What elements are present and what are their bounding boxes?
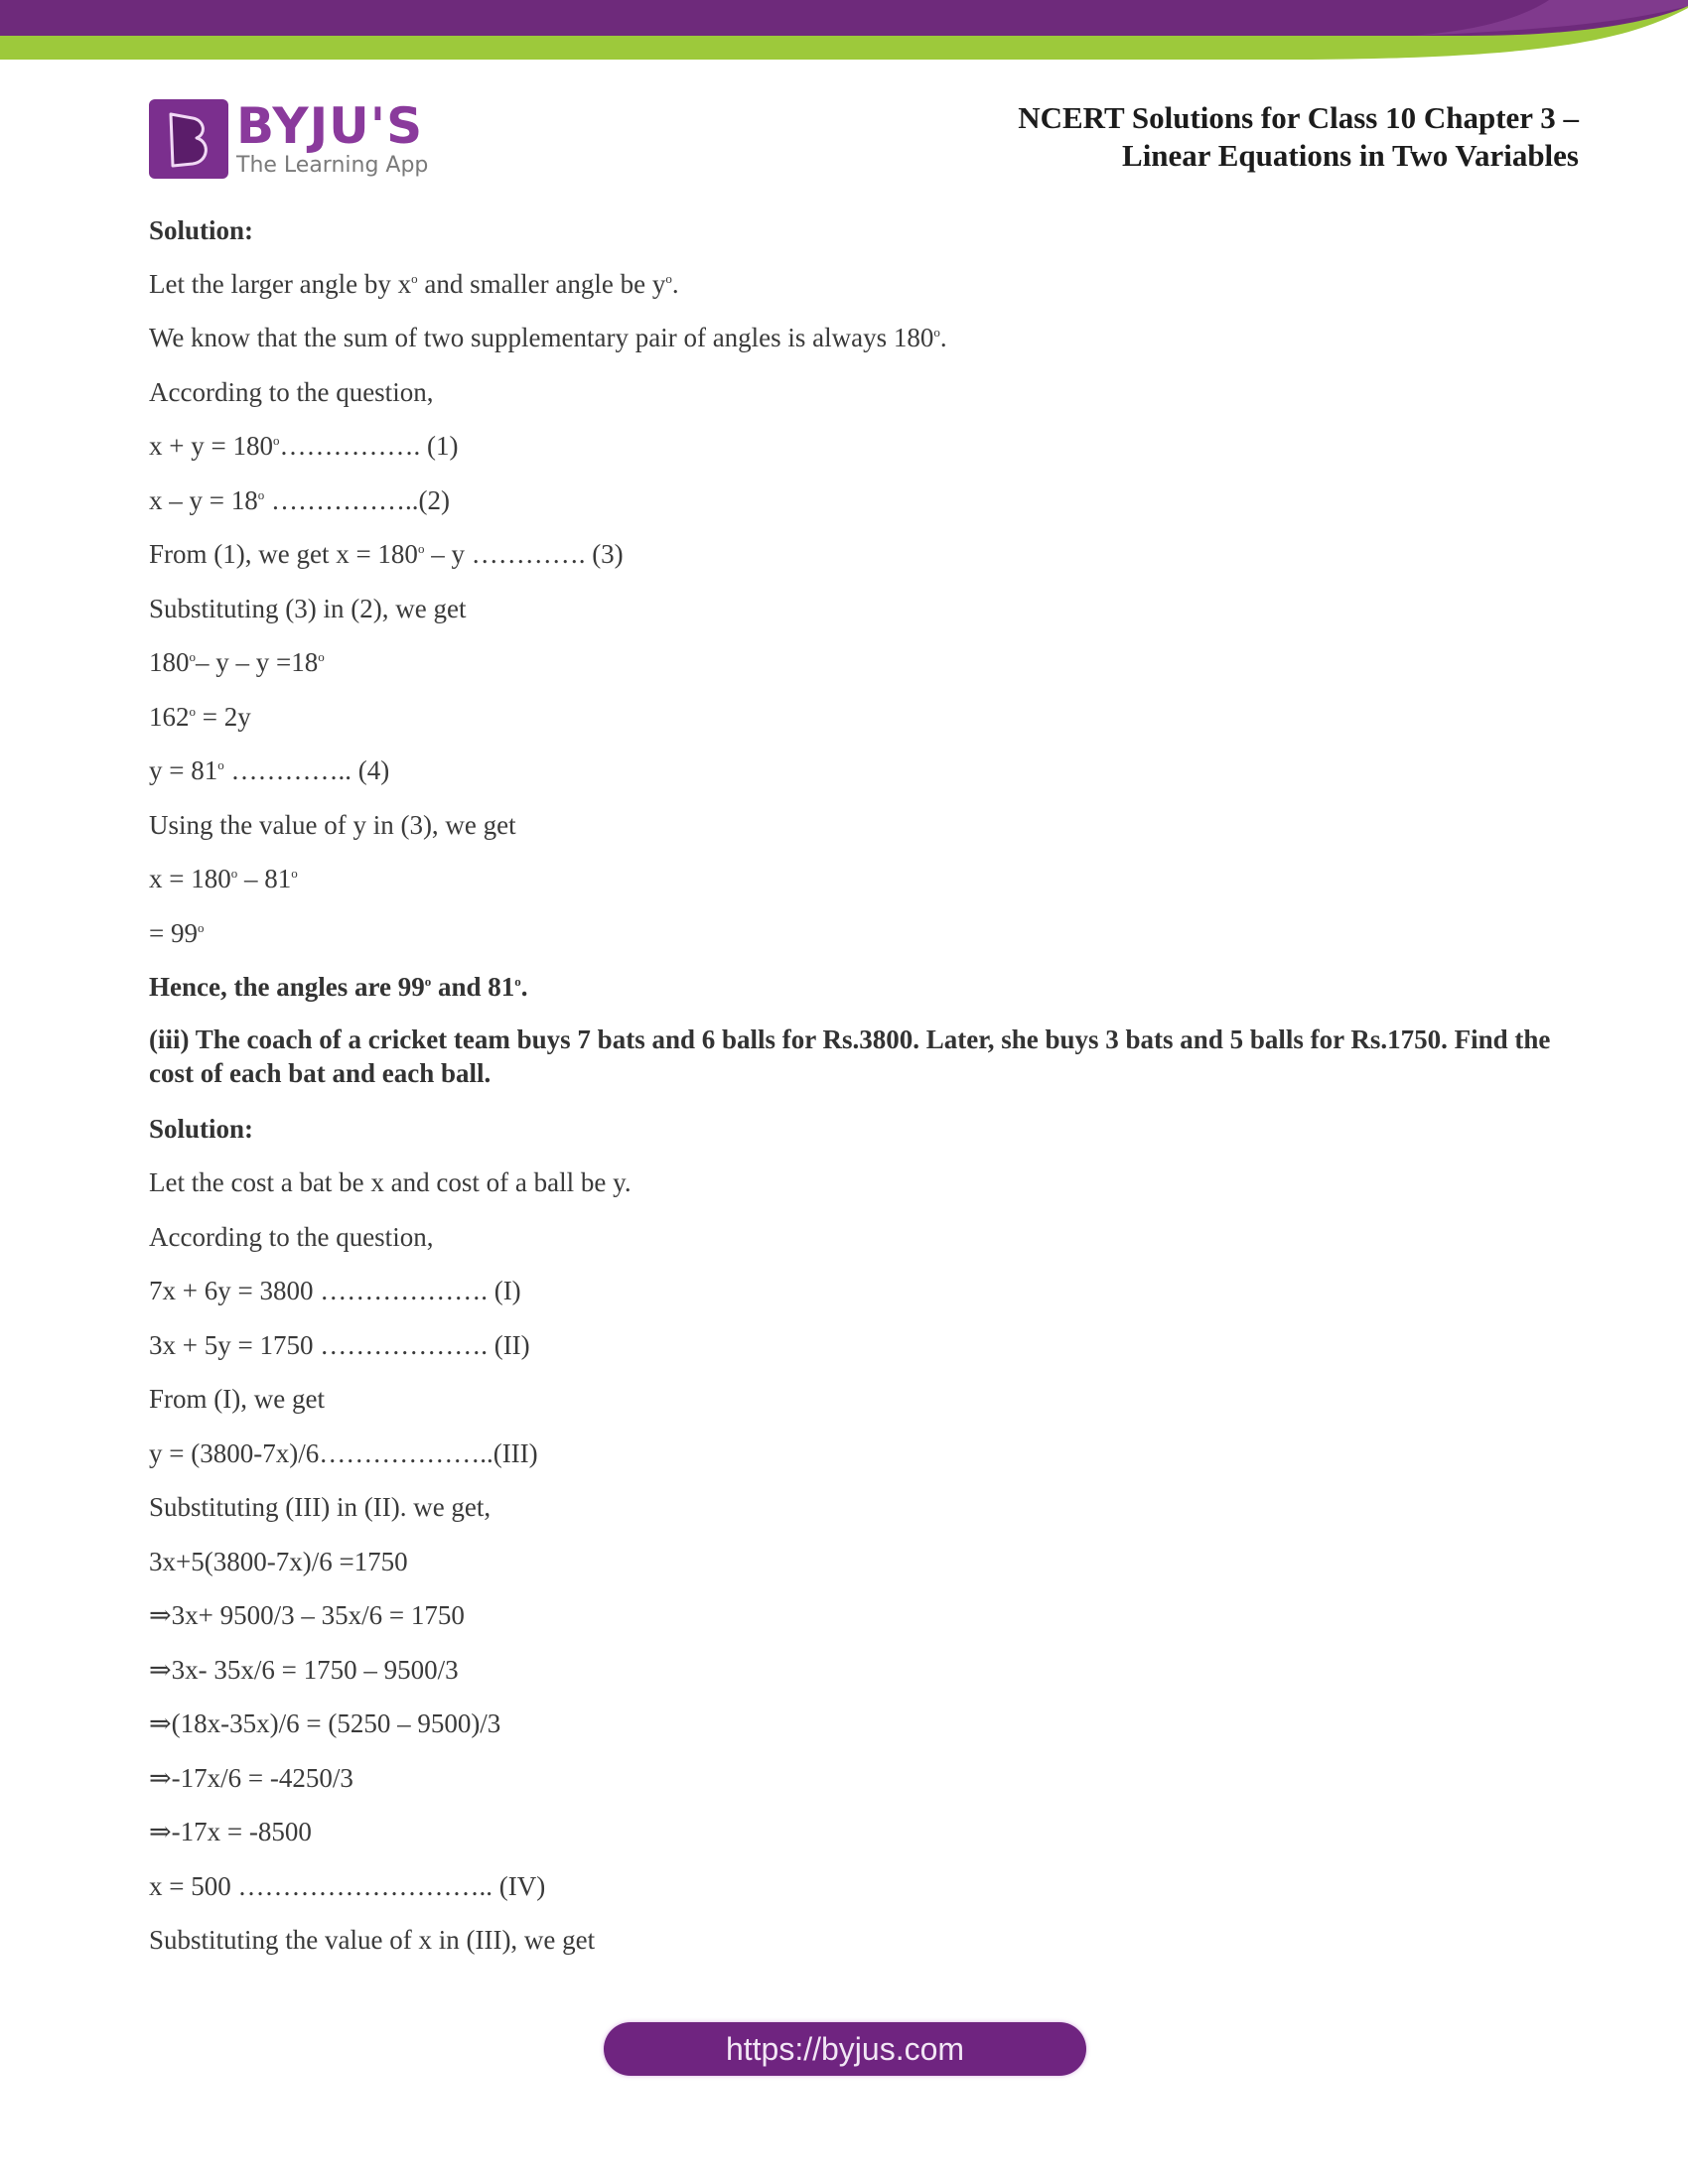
equation-line: $y = 81^o$ ………….. (4): [149, 755, 390, 785]
text-line: Let the larger angle by $x^o$ and smaller angle be $y^o$.: [149, 269, 679, 299]
title-line-1: NCERT Solutions for Class 10 Chapter 3 –: [1018, 100, 1579, 135]
equation-line: $x - y = 18^o$ ……………..(2): [149, 485, 450, 515]
equation-line: y = (3800-7x)/6………………..(III): [149, 1438, 538, 1468]
document-title: [1018, 99, 1579, 175]
equation-line: From (1), we get $x = 180^o - y$ …………. (3): [149, 539, 624, 569]
title-line-2: Linear Equations in Two Variables: [1122, 138, 1579, 173]
top-banner-decoration: [0, 0, 1688, 69]
logo-brand-text: BYJU'S: [236, 97, 424, 155]
equation-line: 3x+5(3800-7x)/6 =1750: [149, 1547, 408, 1576]
byjus-url-link[interactable]: [604, 2022, 1086, 2076]
text-line: Substituting (3) in (2), we get: [149, 594, 467, 623]
logo-tagline: The Learning App: [236, 153, 429, 178]
equation-line: ⇒-17x/6 = -4250/3: [149, 1763, 353, 1793]
url-label: https://byjus.com: [725, 2030, 965, 2067]
text-line: Let the cost a bat be x and cost of a ball be y.: [149, 1167, 632, 1197]
byjus-logo: [149, 97, 437, 181]
text-line: According to the question,: [149, 1222, 434, 1252]
answer-line: Hence, the angles are 99$^o$ and 81$^o$.: [149, 972, 528, 1002]
text-line: Substituting the value of x in (III), we get: [149, 1925, 596, 1955]
equation-line: x = 500 ……………………….. (IV): [149, 1871, 546, 1901]
equation-line: ⇒3x- 35x/6 = 1750 – 9500/3: [149, 1655, 459, 1685]
equation-line: $162^o = 2y$: [149, 702, 251, 732]
equation-line: $x + y = 180^o\dots\dots\dots\dots\dots$. (1): [149, 431, 459, 461]
equation-line: ⇒-17x = -8500: [149, 1817, 312, 1846]
equation-line: 7x + 6y = 3800 ………………. (I): [149, 1276, 521, 1305]
question-iii: (iii) The coach of a cricket team buys 7 bats and 6 balls for Rs.3800. Later, she buys 3 bats and 5 balls for Rs.1750. Find the cost of each bat and each ball.: [149, 1024, 1551, 1088]
text-line: Using the value of y in (3), we get: [149, 810, 516, 840]
equation-line: 3x + 5y = 1750 ………………. (II): [149, 1330, 530, 1360]
byjus-b-icon: [149, 99, 228, 179]
equation-line: = $99^o$: [149, 918, 205, 948]
equation-line: $x = 180^o - 81^o$: [149, 864, 298, 893]
equation-line: ⇒3x+ 9500/3 – 35x/6 = 1750: [149, 1600, 465, 1630]
text-line: According to the question,: [149, 377, 434, 407]
solution-heading: Solution:: [149, 215, 254, 245]
text-line: From (I), we get: [149, 1384, 325, 1414]
text-line: We know that the sum of two supplementary pair of angles is always 180$^o$.: [149, 323, 947, 352]
solution-heading: Solution:: [149, 1114, 254, 1144]
text-line: Substituting (III) in (II). we get,: [149, 1492, 492, 1522]
equation-line: 180$^o$– $y - y =18^o$: [149, 647, 325, 677]
equation-line: ⇒(18x-35x)/6 = (5250 – 9500)/3: [149, 1708, 501, 1738]
